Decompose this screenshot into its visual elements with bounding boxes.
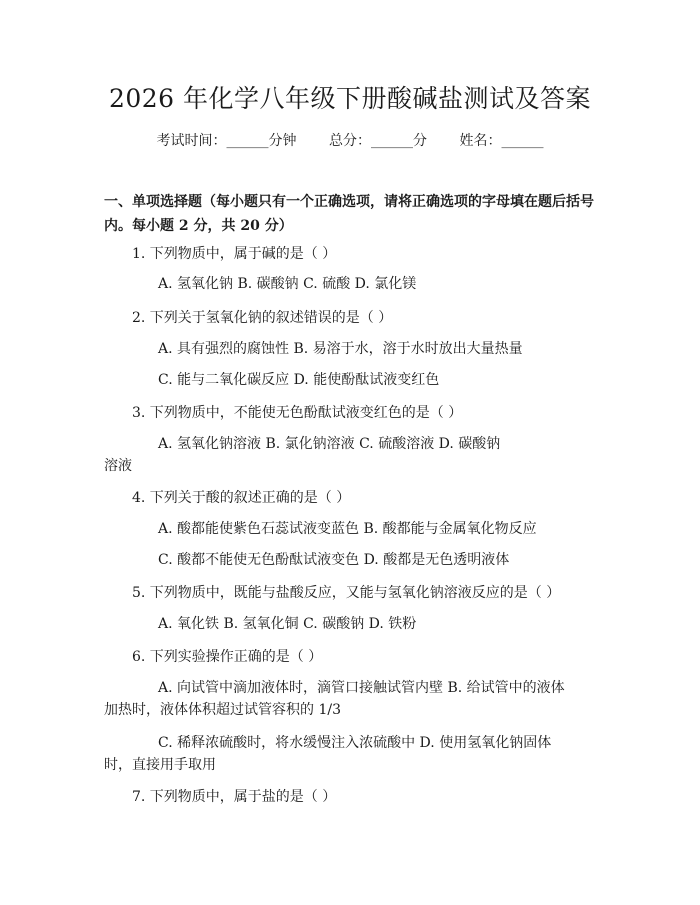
question-6-options-ab-wrap: 加热时，液体体积超过试管容积的 1/3 xyxy=(104,702,341,718)
question-4-stem: 4. 下列关于酸的叙述正确的是（ ） xyxy=(132,490,351,506)
question-7-stem: 7. 下列物质中，属于盐的是（ ） xyxy=(132,789,337,805)
question-6-options-ab: A. 向试管中滴加液体时，滴管口接触试管内壁 B. 给试管中的液体 xyxy=(158,680,565,696)
question-2-stem: 2. 下列关于氢氧化钠的叙述错误的是（ ） xyxy=(132,310,393,326)
exam-time-field: 考试时间：______分钟 xyxy=(156,133,297,149)
question-5-options: A. 氧化铁 B. 氢氧化铜 C. 碳酸钠 D. 铁粉 xyxy=(158,616,417,632)
total-score-field: 总分：______分 xyxy=(329,133,427,149)
question-2-options-cd: C. 能与二氧化碳反应 D. 能使酚酞试液变红色 xyxy=(158,372,440,388)
student-name-field: 姓名：______ xyxy=(459,133,544,149)
question-6-stem: 6. 下列实验操作正确的是（ ） xyxy=(132,649,323,665)
document-title: 2026 年化学八年级下册酸碱盐测试及答案 xyxy=(108,84,592,113)
question-1-stem: 1. 下列物质中，属于碱的是（ ） xyxy=(132,246,337,262)
section-heading-single-choice: 一、单项选择题（每小题只有一个正确选项，请将正确选项的字母填在题后括号内。每小题 2 分，共 20 分） xyxy=(104,194,594,234)
question-4-options-cd: C. 酸都不能使无色酚酞试液变色 D. 酸都是无色透明液体 xyxy=(158,552,510,568)
exam-info xyxy=(0,131,700,151)
question-5-stem: 5. 下列物质中，既能与盐酸反应，又能与氢氧化钠溶液反应的是（ ） xyxy=(132,585,561,601)
question-3-options: A. 氢氧化钠溶液 B. 氯化钠溶液 C. 硫酸溶液 D. 碳酸钠 xyxy=(158,436,501,452)
question-3-stem: 3. 下列物质中，不能使无色酚酞试液变红色的是（ ） xyxy=(132,405,463,421)
question-3-options-wrap: 溶液 xyxy=(104,458,132,474)
question-6-options-cd-wrap: 时，直接用手取用 xyxy=(104,757,216,773)
question-1-options: A. 氢氧化钠 B. 碳酸钠 C. 硫酸 D. 氯化镁 xyxy=(158,276,417,292)
question-2-options-ab: A. 具有强烈的腐蚀性 B. 易溶于水，溶于水时放出大量热量 xyxy=(158,341,523,357)
question-6-options-cd: C. 稀释浓硫酸时，将水缓慢注入浓硫酸中 D. 使用氢氧化钠固体 xyxy=(158,735,552,751)
question-4-options-ab: A. 酸都能使紫色石蕊试液变蓝色 B. 酸都能与金属氧化物反应 xyxy=(158,521,537,537)
